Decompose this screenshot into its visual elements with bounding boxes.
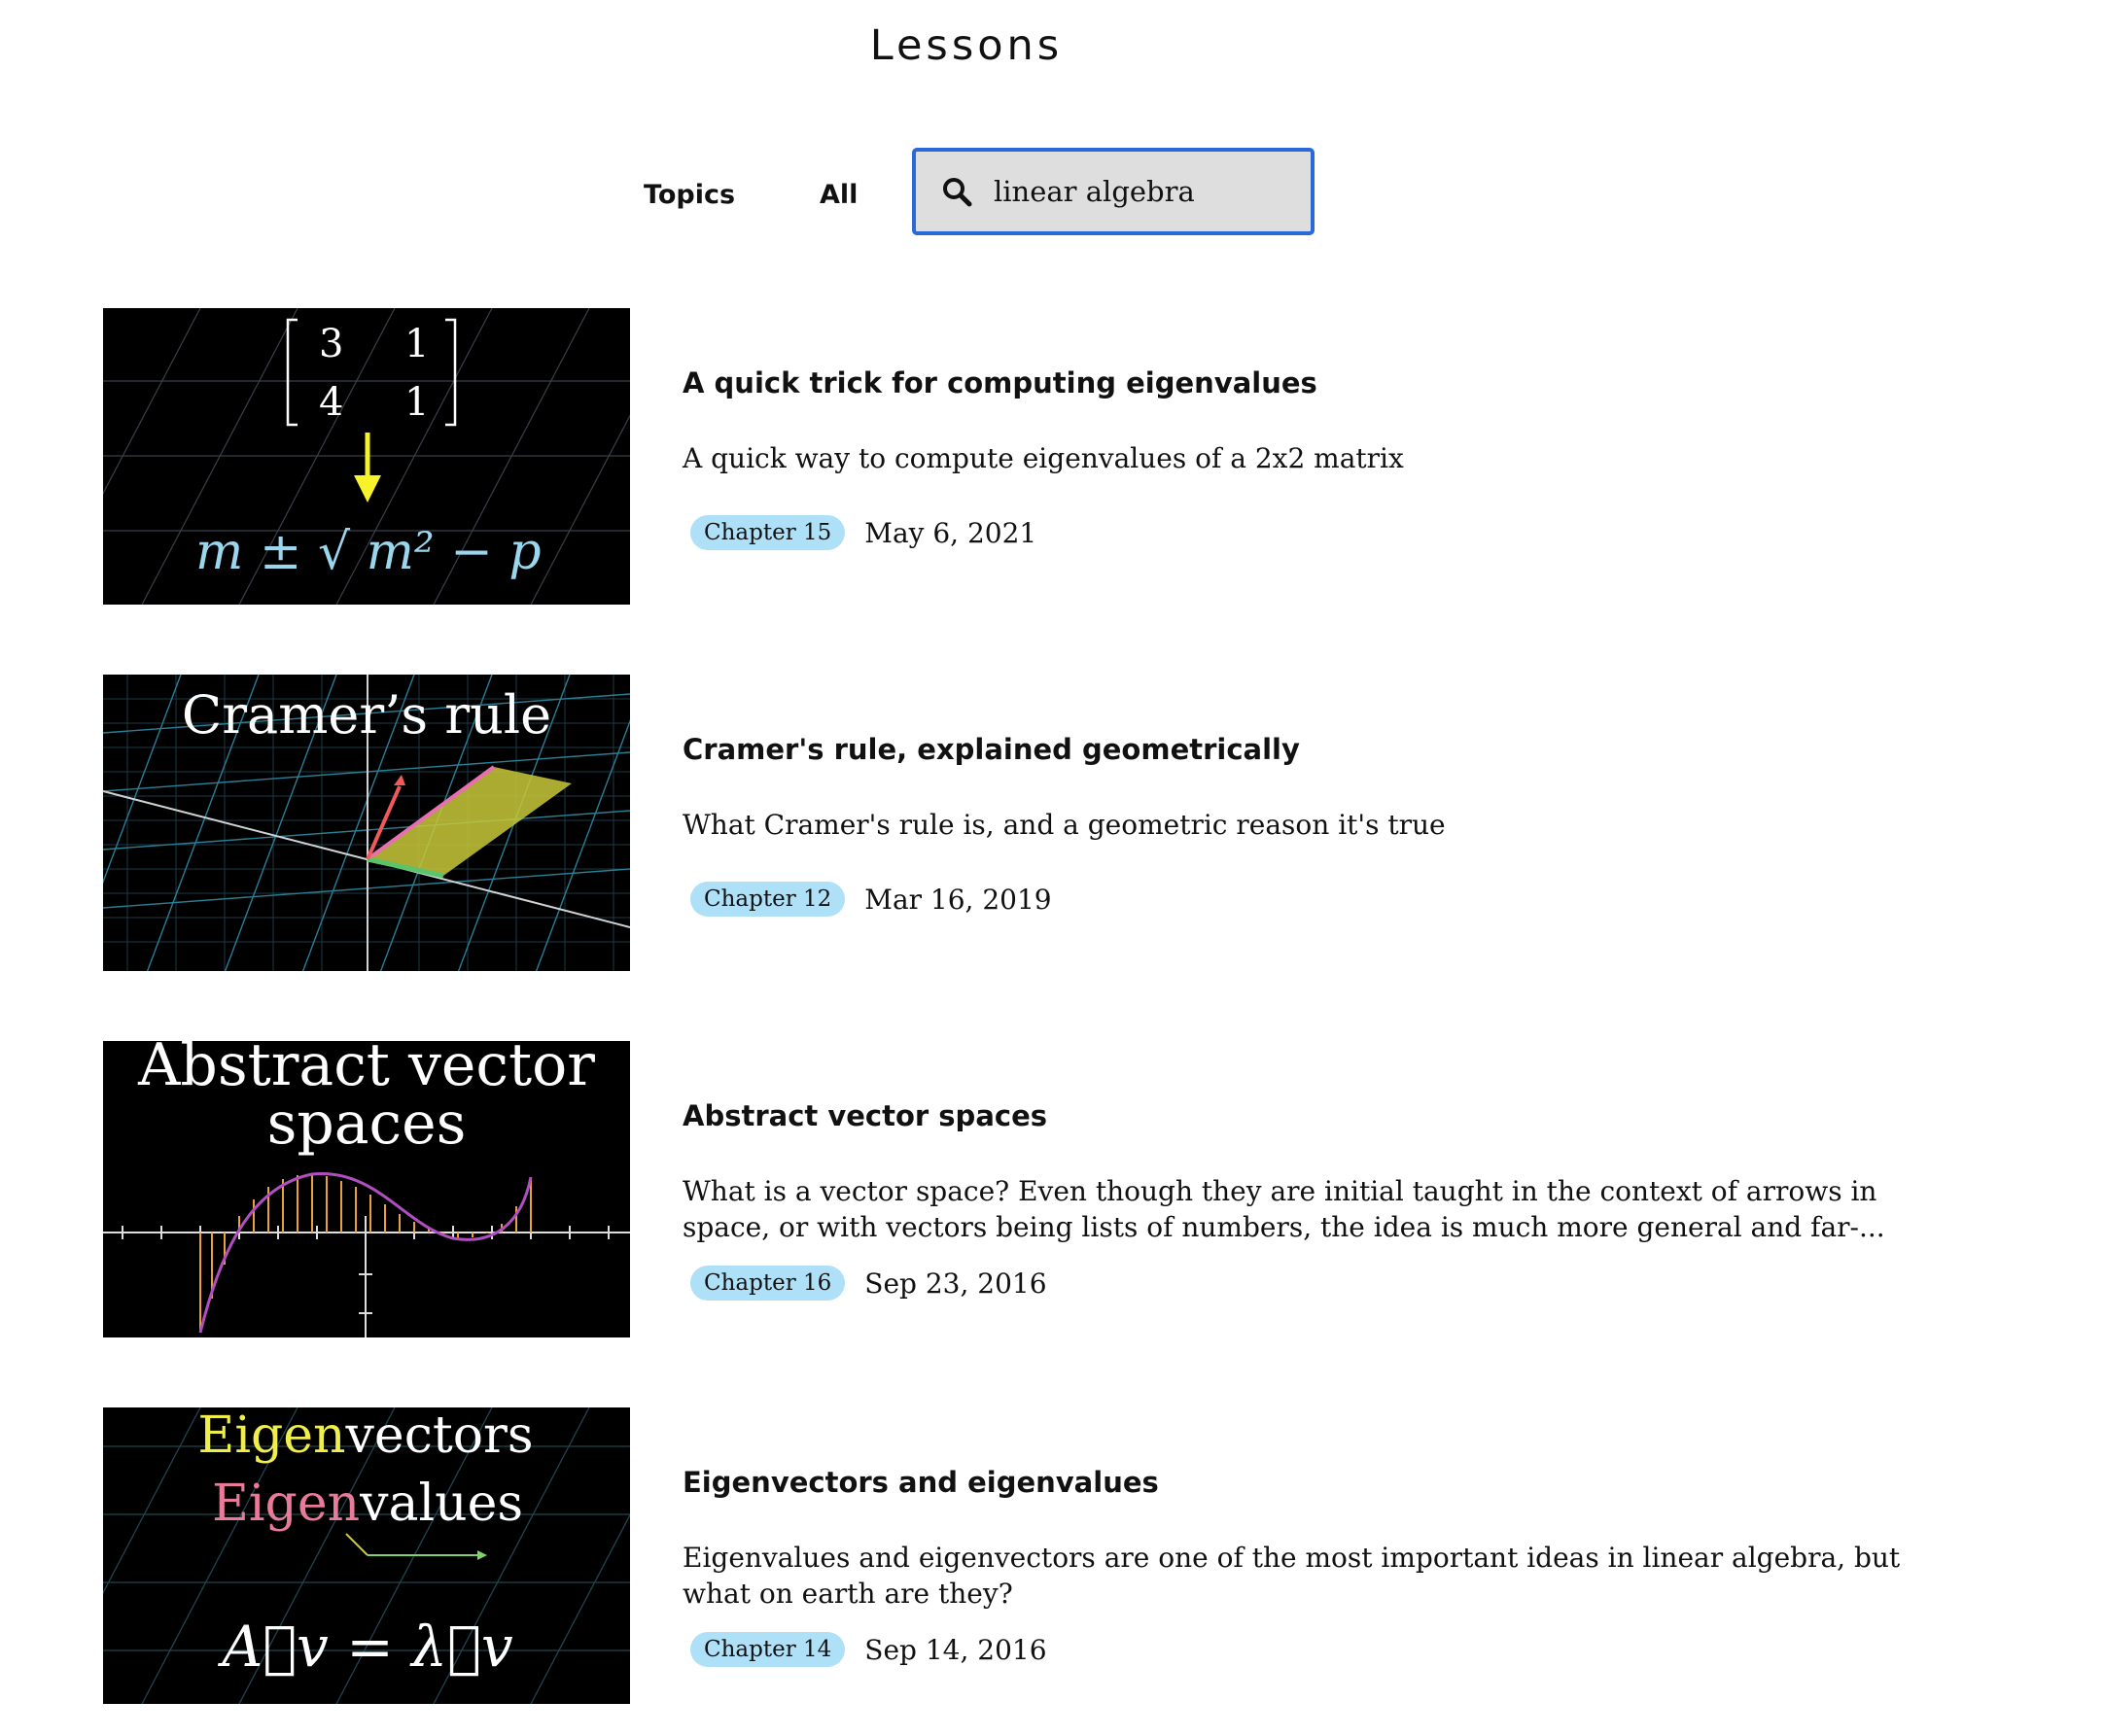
thumbnail-heading [212,1475,523,1533]
thumbnail-heading: Cramer’s rule [181,684,552,746]
lesson-date: Mar 16, 2019 [864,883,1052,916]
lesson-item [103,308,1853,605]
matrix-entry: 1 [404,322,430,366]
lesson-title[interactable]: A quick trick for computing eigenvalues [683,366,1317,399]
lesson-item [103,1407,1901,1704]
search-icon [941,176,972,207]
lesson-thumbnail[interactable] [103,1041,630,1337]
eigen-equation: A⃗v = λ⃗v [222,1614,513,1680]
lesson-title[interactable]: Cramer's rule, explained geometrically [683,733,1300,766]
matrix-entry: 1 [404,380,430,425]
eigen-suffix: vectors [345,1407,534,1465]
eigen-suffix: values [360,1475,524,1533]
thumbnail-heading: spaces [266,1090,467,1158]
lesson-item [103,675,1853,971]
search-input[interactable] [992,174,1287,209]
lesson-description: What Cramer's rule is, and a geometric reason it's true [683,809,1446,841]
topics-filter-link[interactable]: Topics [644,179,736,210]
eigenvalue-formula: m ± √ m² − p [195,523,542,581]
lesson-thumbnail[interactable] [103,675,630,971]
lesson-date: May 6, 2021 [864,516,1037,549]
lesson-description: Eigenvalues and eigenvectors are one of the most important ideas in linear algebra, but what on earth are they? [683,1542,1901,1610]
lesson-meta [690,1632,1047,1667]
chapter-badge: Chapter 12 [690,882,845,917]
chapter-badge: Chapter 14 [690,1632,845,1667]
eigen-prefix: Eigen [197,1407,346,1465]
chapter-badge: Chapter 16 [690,1266,845,1301]
lesson-date: Sep 23, 2016 [864,1267,1047,1300]
lesson-thumbnail[interactable] [103,308,630,605]
lesson-date: Sep 14, 2016 [864,1633,1047,1666]
lesson-description: A quick way to compute eigenvalues of a 2x2 matrix [683,442,1404,474]
all-filter-link[interactable]: All [820,179,859,210]
thumbnail-heading: Abstract vector [138,1041,595,1099]
lesson-title[interactable]: Abstract vector spaces [683,1099,1048,1132]
page-title: Lessons [869,21,1064,70]
matrix-entry: 4 [319,380,344,425]
chapter-badge: Chapter 15 [690,515,845,550]
thumbnail-heading [197,1407,533,1465]
lesson-description: What is a vector space? Even though they are initial taught in the context of arrows in space, or with vectors being lists of numbers, the idea is much more general and far-... [683,1175,1885,1243]
lesson-meta [690,1266,1047,1301]
lesson-item [103,1041,1885,1337]
down-arrow-icon [354,433,381,503]
lesson-meta [690,882,1052,917]
matrix-entry: 3 [319,322,344,366]
search-box[interactable] [912,148,1315,235]
lesson-thumbnail[interactable] [103,1407,630,1704]
eigen-prefix: Eigen [211,1475,361,1533]
lesson-meta [690,515,1036,550]
lesson-title[interactable]: Eigenvectors and eigenvalues [683,1466,1159,1499]
